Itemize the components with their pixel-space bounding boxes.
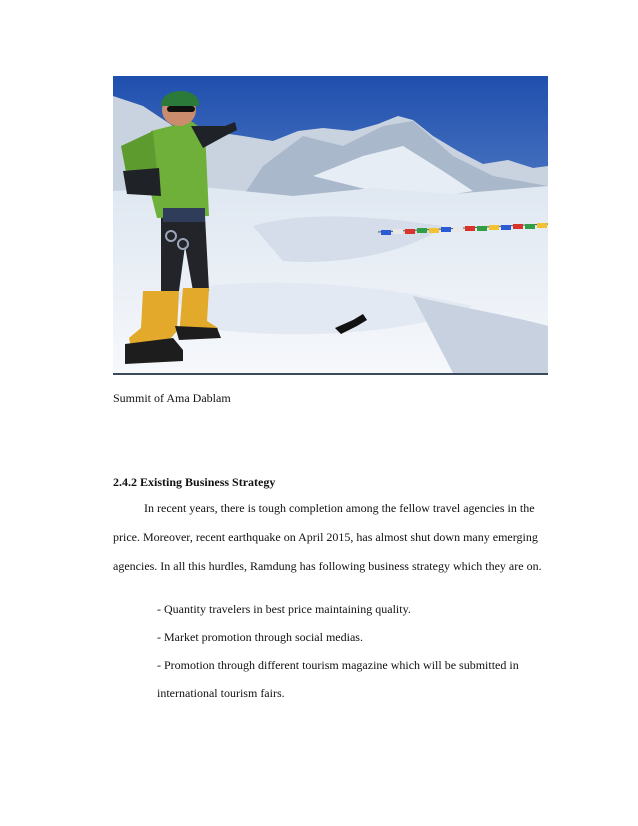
strategy-bullet-list <box>157 601 557 713</box>
summit-photo <box>113 76 548 375</box>
bullet-item: - Promotion through different tourism magazine which will be submitted in <box>157 658 519 672</box>
section-heading: 2.4.2 Existing Business Strategy <box>113 475 276 489</box>
paragraph-line: In recent years, there is tough completion among the fellow travel agencies in the <box>144 501 535 515</box>
bullet-item: - Quantity travelers in best price maintaining quality. <box>157 602 411 616</box>
paragraph-line: price. Moreover, recent earthquake on April 2015, has almost shut down many emerging <box>113 530 538 544</box>
summit-photo-illustration <box>113 76 548 373</box>
bullet-item-continuation: international tourism fairs. <box>157 686 285 700</box>
paragraph-line: agencies. In all this hurdles, Ramdung has following business strategy which they are on. <box>113 559 542 573</box>
figure-caption: Summit of Ama Dablam <box>113 391 231 405</box>
strategy-paragraph <box>113 500 563 587</box>
bullet-item: - Market promotion through social medias. <box>157 630 363 644</box>
